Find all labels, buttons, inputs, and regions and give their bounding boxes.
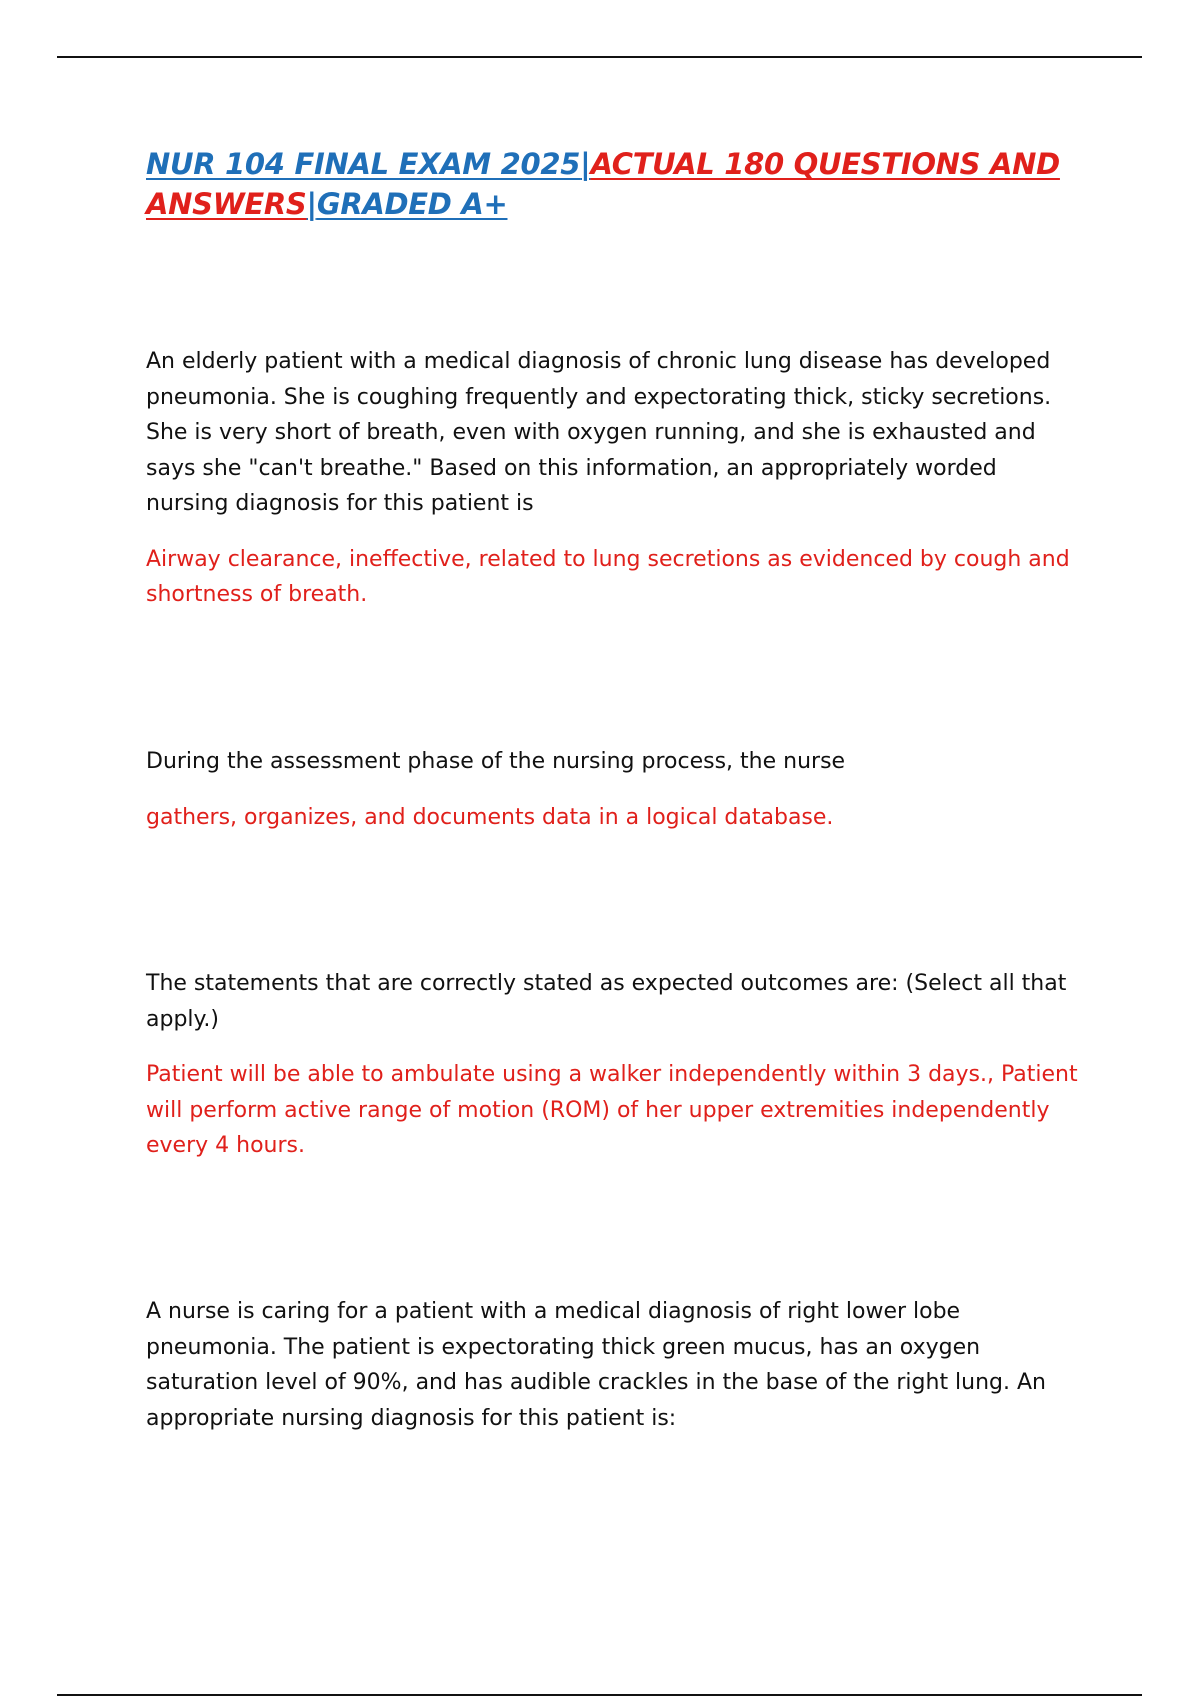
answer-text: Patient will be able to ambulate using a walker independently within 3 days., Patient will perform active range of motion (ROM) of her upper extremities independently every 4 hours. xyxy=(146,1062,1078,1158)
document-title xyxy=(146,144,1146,224)
title-separator: | xyxy=(580,147,591,181)
title-subject: ACTUAL 180 QUESTIONS AND ANSWERS xyxy=(146,147,1060,221)
question-text: A nurse is caring for a patient with a medical diagnosis of right lower lobe pneumonia. The patient is expectorating thick green mucus, has an oxygen saturation level of 90%, and has audible crackles in the base of the right lung. An appropriate nursing diagnosis for this patient is: xyxy=(146,1299,1047,1431)
qa-item xyxy=(146,1294,1081,1436)
bottom-divider xyxy=(57,1694,1142,1696)
question-text: During the assessment phase of the nursing process, the nurse xyxy=(146,749,846,774)
answer-text: Airway clearance, ineffective, related to lung secretions as evidenced by cough and shortness of breath. xyxy=(146,546,1070,607)
qa-item xyxy=(146,344,1076,613)
question-text: The statements that are correctly stated as expected outcomes are: (Select all that apply.) xyxy=(146,971,1067,1032)
title-course: NUR 104 FINAL EXAM 2025 xyxy=(146,147,581,181)
qa-item xyxy=(146,744,1096,835)
answer-text: gathers, organizes, and documents data in a logical database. xyxy=(146,804,834,830)
qa-item xyxy=(146,966,1096,1164)
title-grade: GRADED A+ xyxy=(316,187,508,221)
question-text: An elderly patient with a medical diagnosis of chronic lung disease has developed pneumonia. She is coughing frequently and expectorating thick, sticky secretions. She is very short of breath, even with oxygen running, and she is exhausted and says she "can't breathe." Based on this information, an appropriately worded nursing diagnosis for this patient is xyxy=(146,349,1052,516)
top-divider xyxy=(57,56,1142,58)
title-separator: | xyxy=(306,187,317,221)
